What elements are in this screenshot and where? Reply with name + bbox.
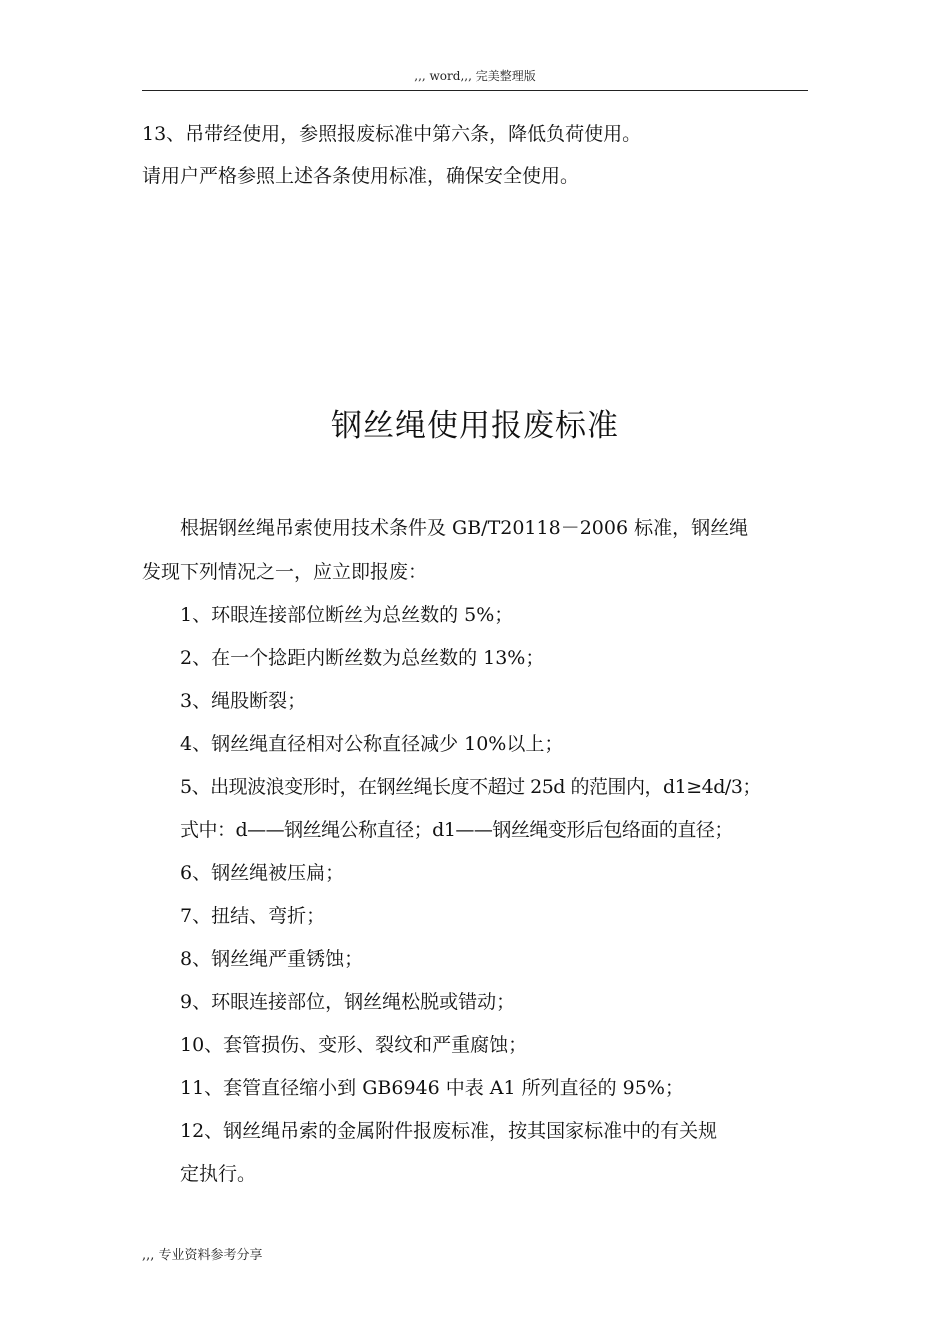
list-item-11: 11、套管直径缩小到 GB6946 中表 A1 所列直径的 95%； — [180, 1077, 684, 1099]
list-item-12: 12、钢丝绳吊索的金属附件报废标准，按其国家标准中的有关规 — [180, 1120, 718, 1142]
document-title: 钢丝绳使用报废标准 — [331, 408, 619, 444]
list-item-5: 5、出现波浪变形时，在钢丝绳长度不超过 25d 的范围内，d1≥4d/3； — [180, 776, 761, 798]
list-item-3: 3、绳股断裂； — [180, 690, 307, 712]
list-item-1: 1、环眼连接部位断丝为总丝数的 5%； — [180, 604, 514, 626]
page-footer: ,,, 专业资料参考分享 — [142, 1248, 263, 1263]
intro-notice: 请用户严格参照上述各条使用标准，确保安全使用。 — [142, 165, 580, 187]
list-item-2: 2、在一个捻距内断丝数为总丝数的 13%； — [180, 647, 545, 669]
list-item-9: 9、环眼连接部位，钢丝绳松脱或错动； — [180, 991, 516, 1013]
list-item-12-continuation: 定执行。 — [180, 1163, 257, 1185]
list-item-5-formula-note: 式中：d——钢丝绳公称直径；d1——钢丝绳变形后包络面的直径； — [180, 819, 733, 841]
list-item-6: 6、钢丝绳被压扁； — [180, 862, 345, 884]
page-header: ,,, word,,, 完美整理版 — [142, 66, 808, 91]
list-item-8: 8、钢丝绳严重锈蚀； — [180, 948, 364, 970]
list-item-7: 7、扭结、弯折； — [180, 905, 326, 927]
paragraph-line-2: 发现下列情况之一，应立即报废： — [142, 561, 428, 583]
list-item-4: 4、钢丝绳直径相对公称直径减少 10%以上； — [180, 733, 564, 755]
intro-line-13: 13、吊带经使用，参照报废标准中第六条，降低负荷使用。 — [142, 123, 642, 145]
paragraph-line-1: 根据钢丝绳吊索使用技术条件及 GB/T20118－2006 标准，钢丝绳 — [180, 517, 749, 539]
list-item-10: 10、套管损伤、变形、裂纹和严重腐蚀； — [180, 1034, 528, 1056]
